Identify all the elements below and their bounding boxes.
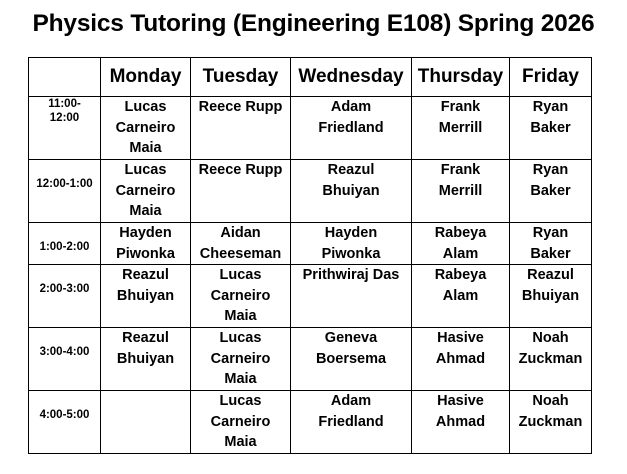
day-header: Tuesday xyxy=(191,58,291,97)
tutor-name-line: Merrill xyxy=(438,182,483,199)
tutor-name-line: Noah xyxy=(532,393,569,409)
tutor-name-line: Piwonka xyxy=(321,245,381,262)
tutor-name-line: Ryan xyxy=(532,225,569,241)
tutor-name-line: Alam xyxy=(442,287,479,304)
tutor-name-line: Ryan xyxy=(532,162,569,178)
tutor-name-line: Lucas xyxy=(219,393,262,409)
tutor-cell xyxy=(291,160,412,223)
time-slot-cell xyxy=(29,328,101,391)
tutor-cell xyxy=(291,223,412,265)
tutor-name-line: Adam xyxy=(330,393,372,409)
day-header: Friday xyxy=(510,58,592,97)
tutor-name-line: Ahmad xyxy=(435,350,486,367)
tutor-cell xyxy=(191,265,291,328)
tutor-name-line: Hasive xyxy=(437,330,484,346)
tutor-cell xyxy=(412,223,510,265)
tutor-name-line: Cheeseman xyxy=(199,245,282,262)
tutor-name-line: Carneiro xyxy=(210,287,271,304)
tutor-cell xyxy=(291,391,412,454)
tutor-name-line: Bhuiyan xyxy=(322,182,380,199)
tutor-name-line: Zuckman xyxy=(518,350,583,367)
tutor-cell xyxy=(101,97,191,160)
tutor-name-line: Hayden xyxy=(324,225,378,241)
tutor-cell xyxy=(101,223,191,265)
tutor-name-line: Aidan xyxy=(220,225,261,241)
tutor-name-line: Maia xyxy=(224,434,257,450)
tutor-name-line: Lucas xyxy=(124,99,167,115)
tutor-cell xyxy=(101,265,191,328)
tutor-cell xyxy=(412,328,510,391)
table-row xyxy=(29,223,592,265)
tutor-name-line: Rabeya xyxy=(434,225,487,241)
tutor-cell xyxy=(412,97,510,160)
tutor-name-line: Adam xyxy=(330,99,372,115)
tutor-name-line: Baker xyxy=(530,119,571,136)
time-slot-label: 3:00-4:00 xyxy=(39,346,90,358)
tutor-name-line: Prithwiraj Das xyxy=(302,267,400,283)
tutor-name-line: Ryan xyxy=(532,99,569,115)
corner-cell xyxy=(29,58,101,97)
tutor-name-line: Maia xyxy=(224,308,257,324)
tutor-name-line: Friedland xyxy=(318,413,384,430)
tutor-name-line: Carneiro xyxy=(115,119,176,136)
tutor-cell xyxy=(510,328,592,391)
tutor-cell xyxy=(101,328,191,391)
table-row xyxy=(29,160,592,223)
tutor-name-line: Carneiro xyxy=(210,350,271,367)
tutor-cell xyxy=(191,160,291,223)
tutor-cell xyxy=(101,391,191,454)
time-slot-label: 4:00-5:00 xyxy=(39,409,90,421)
tutor-cell xyxy=(101,160,191,223)
tutor-cell xyxy=(510,223,592,265)
tutor-name-line: Baker xyxy=(530,245,571,262)
tutor-cell xyxy=(291,328,412,391)
tutor-cell xyxy=(191,328,291,391)
tutor-name-line: Ahmad xyxy=(435,413,486,430)
tutor-name-line: Reazul xyxy=(122,330,169,346)
tutor-cell xyxy=(510,391,592,454)
time-slot-cell xyxy=(29,97,101,160)
time-slot-cell xyxy=(29,223,101,265)
page-title: Physics Tutoring (Engineering E108) Spring 2026 xyxy=(32,10,595,37)
tutor-name-line: Hasive xyxy=(437,393,484,409)
table-row xyxy=(29,391,592,454)
tutor-name-line: Rabeya xyxy=(434,267,487,283)
tutor-name-line: Bhuiyan xyxy=(116,287,175,304)
tutor-name-line: Piwonka xyxy=(116,245,175,262)
day-header: Monday xyxy=(101,58,191,97)
tutor-name-line: Maia xyxy=(224,371,257,387)
tutor-name-line: Merrill xyxy=(438,119,483,136)
tutor-name-line: Noah xyxy=(532,330,569,346)
tutor-name-line: Baker xyxy=(530,182,571,199)
tutor-name-line: Lucas xyxy=(124,162,167,178)
table-row xyxy=(29,328,592,391)
tutor-name-line: Lucas xyxy=(219,330,262,346)
tutor-cell xyxy=(412,265,510,328)
tutor-cell xyxy=(510,97,592,160)
tutor-name-line: Geneva xyxy=(324,330,378,346)
tutor-name-line: Carneiro xyxy=(115,182,176,199)
time-slot-cell xyxy=(29,160,101,223)
tutor-name-line: Lucas xyxy=(219,267,262,283)
tutor-name-line: Frank xyxy=(440,99,481,115)
header-row xyxy=(29,58,592,97)
time-slot-label: 1:00-2:00 xyxy=(39,241,90,253)
tutor-name-line: Zuckman xyxy=(518,413,583,430)
tutor-cell xyxy=(191,97,291,160)
table-row xyxy=(29,265,592,328)
time-slot-label: 11:00- xyxy=(48,98,81,110)
tutor-cell xyxy=(412,160,510,223)
tutor-name-line: Maia xyxy=(129,140,162,156)
time-slot-label: 12:00 xyxy=(49,112,80,124)
time-slot-label: 2:00-3:00 xyxy=(39,283,90,295)
tutor-name-line: Friedland xyxy=(318,119,384,136)
tutor-name-line: Reazul xyxy=(327,162,375,178)
tutor-name-line: Reece Rupp xyxy=(198,99,283,115)
day-header: Wednesday xyxy=(291,58,412,97)
tutor-cell xyxy=(191,223,291,265)
tutor-name-line: Frank xyxy=(440,162,481,178)
tutor-name-line: Maia xyxy=(129,203,162,219)
tutor-name-line: Carneiro xyxy=(210,413,271,430)
tutor-cell xyxy=(510,160,592,223)
tutor-name-line: Bhuiyan xyxy=(116,350,175,367)
table-row xyxy=(29,97,592,160)
tutor-cell xyxy=(510,265,592,328)
tutor-name-line: Reazul xyxy=(527,267,574,283)
tutor-name-line: Boersema xyxy=(315,350,387,367)
tutor-cell xyxy=(291,265,412,328)
tutor-name-line: Reazul xyxy=(122,267,169,283)
tutor-name-line: Reece Rupp xyxy=(198,162,283,178)
tutor-cell xyxy=(412,391,510,454)
schedule-table xyxy=(28,57,592,454)
time-slot-cell xyxy=(29,265,101,328)
tutor-cell xyxy=(191,391,291,454)
tutor-name-line: Alam xyxy=(442,245,479,262)
tutor-cell xyxy=(291,97,412,160)
day-header: Thursday xyxy=(412,58,510,97)
time-slot-cell xyxy=(29,391,101,454)
tutor-name-line: Hayden xyxy=(119,225,172,241)
tutor-name-line: Bhuiyan xyxy=(521,287,580,304)
time-slot-label: 12:00-1:00 xyxy=(36,178,93,190)
